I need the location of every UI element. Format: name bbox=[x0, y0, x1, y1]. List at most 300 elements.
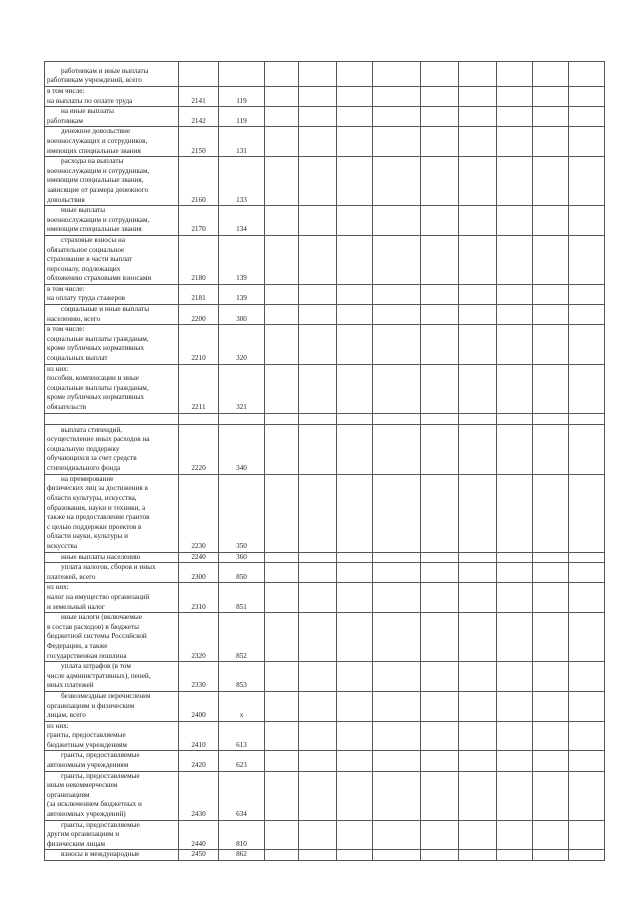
value-cell bbox=[265, 305, 299, 325]
row-code-cell: 2170 bbox=[179, 206, 219, 236]
value-cell bbox=[497, 127, 533, 157]
row-name-line: в состав расходов) в бюджеты bbox=[47, 622, 139, 631]
row-name-cell bbox=[45, 157, 179, 206]
value-cell bbox=[299, 850, 337, 861]
table-row bbox=[45, 552, 605, 563]
table-row bbox=[45, 563, 605, 583]
value-cell bbox=[337, 662, 373, 692]
row-name-line: иных платежей bbox=[47, 681, 94, 690]
table-row bbox=[45, 583, 605, 613]
row-code-cell: 2300 bbox=[179, 563, 219, 583]
value-cell bbox=[265, 850, 299, 861]
table-row bbox=[45, 662, 605, 692]
value-cell bbox=[459, 850, 497, 861]
value-cell bbox=[373, 563, 421, 583]
value-cell bbox=[533, 107, 569, 127]
value-cell bbox=[497, 413, 533, 424]
value-cell bbox=[459, 325, 497, 364]
value-cell bbox=[421, 613, 459, 662]
table-row bbox=[45, 850, 605, 861]
value-cell bbox=[497, 691, 533, 721]
value-cell bbox=[265, 284, 299, 304]
row-kosgu-cell: 350 bbox=[219, 474, 265, 552]
table-row bbox=[45, 474, 605, 552]
value-cell bbox=[459, 474, 497, 552]
row-name-line: стипендиального фонда bbox=[47, 464, 121, 472]
value-cell bbox=[265, 552, 299, 563]
row-name-cell bbox=[45, 284, 179, 304]
row-name-line: физическим лицам bbox=[47, 839, 106, 848]
value-cell bbox=[373, 325, 421, 364]
row-name-line: социальную поддержку bbox=[47, 444, 120, 453]
value-cell bbox=[337, 305, 373, 325]
row-name-line: довольствия bbox=[47, 195, 85, 204]
row-code-cell: 2430 bbox=[179, 771, 219, 820]
value-cell bbox=[299, 206, 337, 236]
value-cell bbox=[373, 751, 421, 771]
row-name-line: обложению страховыми взносами bbox=[47, 274, 152, 283]
value-cell bbox=[569, 474, 605, 552]
table-row bbox=[45, 413, 605, 424]
row-name-line: страховые взносы на bbox=[61, 235, 126, 244]
row-name-cell bbox=[45, 305, 179, 325]
value-cell bbox=[373, 127, 421, 157]
value-cell bbox=[299, 820, 337, 850]
value-cell bbox=[373, 820, 421, 850]
value-cell bbox=[421, 721, 459, 751]
value-cell bbox=[569, 721, 605, 751]
row-name-cell bbox=[45, 552, 179, 563]
row-name-line: другим организациям и bbox=[47, 830, 120, 839]
row-name-cell bbox=[45, 563, 179, 583]
value-cell bbox=[459, 424, 497, 474]
value-cell bbox=[497, 235, 533, 284]
value-cell bbox=[265, 771, 299, 820]
value-cell bbox=[373, 613, 421, 662]
value-cell bbox=[533, 820, 569, 850]
value-cell bbox=[299, 235, 337, 284]
row-name-line: искусства bbox=[47, 542, 78, 550]
row-name-line: обязательное социальное bbox=[47, 245, 125, 254]
value-cell bbox=[299, 691, 337, 721]
value-cell bbox=[497, 284, 533, 304]
value-cell bbox=[533, 424, 569, 474]
value-cell bbox=[337, 413, 373, 424]
row-name-line: на иные выплаты bbox=[61, 107, 114, 116]
row-code-cell: 2400 bbox=[179, 691, 219, 721]
row-name-line: в том числе: bbox=[47, 325, 85, 334]
row-name-line: из них: bbox=[47, 721, 69, 730]
value-cell bbox=[459, 62, 497, 87]
value-cell bbox=[337, 751, 373, 771]
value-cell bbox=[373, 413, 421, 424]
row-kosgu-cell: 634 bbox=[219, 771, 265, 820]
value-cell bbox=[373, 157, 421, 206]
row-name-line: работникам учреждений, всего bbox=[47, 76, 142, 85]
value-cell bbox=[459, 413, 497, 424]
value-cell bbox=[337, 850, 373, 861]
value-cell bbox=[265, 820, 299, 850]
value-cell bbox=[497, 87, 533, 107]
row-name-cell bbox=[45, 107, 179, 127]
value-cell bbox=[299, 662, 337, 692]
value-cell bbox=[569, 413, 605, 424]
table-row bbox=[45, 364, 605, 413]
value-cell bbox=[337, 552, 373, 563]
value-cell bbox=[569, 107, 605, 127]
value-cell bbox=[421, 325, 459, 364]
value-cell bbox=[497, 563, 533, 583]
value-cell bbox=[265, 474, 299, 552]
value-cell bbox=[373, 583, 421, 613]
row-kosgu-cell: 320 bbox=[219, 325, 265, 364]
value-cell bbox=[373, 662, 421, 692]
row-name-line: Федерации, а также bbox=[47, 641, 108, 650]
table-row bbox=[45, 771, 605, 820]
value-cell bbox=[373, 771, 421, 820]
row-name-line: в том числе: bbox=[47, 87, 85, 95]
row-kosgu-cell: 139 bbox=[219, 235, 265, 284]
table-row bbox=[45, 206, 605, 236]
table-row bbox=[45, 62, 605, 87]
value-cell bbox=[533, 563, 569, 583]
row-name-line: работникам и иные выплаты bbox=[61, 66, 149, 75]
row-name-cell bbox=[45, 771, 179, 820]
value-cell bbox=[533, 850, 569, 861]
row-name-line: имеющим специальные звания bbox=[47, 225, 142, 234]
value-cell bbox=[265, 424, 299, 474]
row-code-cell: 2310 bbox=[179, 583, 219, 613]
table-row bbox=[45, 157, 605, 206]
value-cell bbox=[497, 424, 533, 474]
value-cell bbox=[533, 62, 569, 87]
value-cell bbox=[421, 284, 459, 304]
value-cell bbox=[569, 552, 605, 563]
value-cell bbox=[373, 107, 421, 127]
value-cell bbox=[373, 850, 421, 861]
row-name-line: на премирование bbox=[61, 474, 114, 483]
row-name-line: страхование в части выплат bbox=[47, 255, 133, 264]
row-name-line: пособия, компенсации и иные bbox=[47, 374, 139, 383]
row-name-line: бюджетным учреждениям bbox=[47, 740, 127, 749]
value-cell bbox=[373, 235, 421, 284]
row-name-line: из них: bbox=[47, 583, 69, 592]
row-name-line: иным некоммерческим bbox=[47, 781, 118, 790]
row-name-cell bbox=[45, 474, 179, 552]
value-cell bbox=[497, 613, 533, 662]
row-name-line: (за исключением бюджетных и bbox=[47, 800, 142, 809]
value-cell bbox=[459, 552, 497, 563]
row-kosgu-cell: 850 bbox=[219, 563, 265, 583]
value-cell bbox=[533, 474, 569, 552]
value-cell bbox=[421, 235, 459, 284]
value-cell bbox=[459, 157, 497, 206]
row-name-line: на выплаты по оплате труда bbox=[47, 96, 133, 105]
value-cell bbox=[373, 474, 421, 552]
value-cell bbox=[337, 107, 373, 127]
table-row bbox=[45, 751, 605, 771]
value-cell bbox=[497, 325, 533, 364]
row-name-line: и земельный налог bbox=[47, 602, 105, 611]
value-cell bbox=[337, 206, 373, 236]
value-cell bbox=[421, 305, 459, 325]
row-name-line: из них: bbox=[47, 364, 69, 373]
value-cell bbox=[265, 721, 299, 751]
row-name-line: налог на имущество организаций bbox=[47, 592, 150, 601]
value-cell bbox=[421, 424, 459, 474]
row-name-cell bbox=[45, 127, 179, 157]
row-kosgu-cell: 810 bbox=[219, 820, 265, 850]
value-cell bbox=[569, 157, 605, 206]
row-kosgu-cell: 134 bbox=[219, 206, 265, 236]
value-cell bbox=[421, 157, 459, 206]
row-code-cell: 2220 bbox=[179, 424, 219, 474]
row-code-cell: 2211 bbox=[179, 364, 219, 413]
row-code-cell: 2142 bbox=[179, 107, 219, 127]
row-name-line: выплата стипендий, bbox=[61, 425, 123, 434]
table-row bbox=[45, 107, 605, 127]
value-cell bbox=[337, 721, 373, 751]
row-name-cell bbox=[45, 662, 179, 692]
row-name-line: кроме публичных нормативных bbox=[47, 344, 145, 353]
row-code-cell: 2440 bbox=[179, 820, 219, 850]
value-cell bbox=[569, 235, 605, 284]
row-name-line: гранты, предоставляемые bbox=[47, 731, 126, 740]
value-cell bbox=[533, 305, 569, 325]
value-cell bbox=[459, 364, 497, 413]
table-row bbox=[45, 87, 605, 107]
row-code-cell bbox=[179, 413, 219, 424]
row-code-cell: 2181 bbox=[179, 284, 219, 304]
value-cell bbox=[459, 751, 497, 771]
row-kosgu-cell: 340 bbox=[219, 424, 265, 474]
table-row bbox=[45, 691, 605, 721]
value-cell bbox=[533, 691, 569, 721]
value-cell bbox=[299, 474, 337, 552]
row-name-line: также на предоставление грантов bbox=[47, 513, 150, 522]
row-name-cell bbox=[45, 583, 179, 613]
value-cell bbox=[337, 364, 373, 413]
value-cell bbox=[337, 771, 373, 820]
value-cell bbox=[497, 662, 533, 692]
value-cell bbox=[299, 721, 337, 751]
value-cell bbox=[421, 87, 459, 107]
value-cell bbox=[337, 474, 373, 552]
value-cell bbox=[299, 552, 337, 563]
value-cell bbox=[265, 751, 299, 771]
row-name-cell bbox=[45, 206, 179, 236]
value-cell bbox=[421, 563, 459, 583]
value-cell bbox=[497, 206, 533, 236]
row-code-cell: 2420 bbox=[179, 751, 219, 771]
value-cell bbox=[373, 364, 421, 413]
value-cell bbox=[299, 305, 337, 325]
value-cell bbox=[265, 87, 299, 107]
value-cell bbox=[299, 413, 337, 424]
row-name-cell bbox=[45, 235, 179, 284]
row-name-line: автономных учреждений) bbox=[47, 810, 126, 819]
value-cell bbox=[299, 107, 337, 127]
row-name-cell bbox=[45, 613, 179, 662]
value-cell bbox=[497, 751, 533, 771]
row-name-line: на оплату труда стажеров bbox=[47, 294, 126, 303]
value-cell bbox=[497, 157, 533, 206]
value-cell bbox=[497, 474, 533, 552]
row-name-cell bbox=[45, 691, 179, 721]
value-cell bbox=[337, 424, 373, 474]
row-name-line: иные выплаты населению bbox=[61, 552, 141, 561]
value-cell bbox=[337, 613, 373, 662]
value-cell bbox=[337, 87, 373, 107]
value-cell bbox=[421, 751, 459, 771]
value-cell bbox=[265, 127, 299, 157]
value-cell bbox=[569, 691, 605, 721]
row-name-line: имеющим специальные звания, bbox=[47, 176, 144, 185]
value-cell bbox=[373, 62, 421, 87]
budget-expenses-table bbox=[44, 61, 605, 861]
value-cell bbox=[459, 771, 497, 820]
row-code-cell bbox=[179, 62, 219, 87]
value-cell bbox=[533, 413, 569, 424]
value-cell bbox=[421, 771, 459, 820]
row-name-line: числе административных), пеней, bbox=[47, 671, 151, 680]
value-cell bbox=[459, 284, 497, 304]
table-row bbox=[45, 820, 605, 850]
value-cell bbox=[299, 284, 337, 304]
row-name-line: социальные выплаты гражданам, bbox=[47, 383, 149, 392]
value-cell bbox=[533, 206, 569, 236]
value-cell bbox=[497, 552, 533, 563]
value-cell bbox=[569, 62, 605, 87]
row-name-cell bbox=[45, 721, 179, 751]
row-name-line: социальных выплат bbox=[47, 354, 108, 363]
row-code-cell: 2210 bbox=[179, 325, 219, 364]
value-cell bbox=[421, 62, 459, 87]
value-cell bbox=[299, 583, 337, 613]
row-name-cell bbox=[45, 364, 179, 413]
value-cell bbox=[569, 850, 605, 861]
row-name-cell bbox=[45, 424, 179, 474]
table-row bbox=[45, 424, 605, 474]
value-cell bbox=[373, 305, 421, 325]
row-kosgu-cell: 613 bbox=[219, 721, 265, 751]
row-name-line: социальные и иные выплаты bbox=[61, 305, 150, 314]
value-cell bbox=[373, 691, 421, 721]
row-name-line: расходы на выплаты bbox=[61, 157, 124, 166]
row-name-line: безвозмездные перечисления bbox=[61, 691, 151, 700]
row-code-cell: 2230 bbox=[179, 474, 219, 552]
value-cell bbox=[569, 325, 605, 364]
value-cell bbox=[533, 157, 569, 206]
row-name-line: иные налоги (включаемые bbox=[61, 613, 142, 622]
value-cell bbox=[265, 107, 299, 127]
row-name-cell bbox=[45, 413, 179, 424]
row-name-line: физических лиц за достижения в bbox=[47, 484, 148, 493]
value-cell bbox=[533, 284, 569, 304]
row-kosgu-cell: x bbox=[219, 691, 265, 721]
value-cell bbox=[337, 691, 373, 721]
value-cell bbox=[265, 62, 299, 87]
value-cell bbox=[459, 305, 497, 325]
value-cell bbox=[421, 691, 459, 721]
row-name-line: с целью поддержки проектов в bbox=[47, 522, 142, 531]
value-cell bbox=[299, 613, 337, 662]
row-name-line: образования, науки и техники, а bbox=[47, 503, 146, 512]
value-cell bbox=[373, 721, 421, 751]
row-code-cell: 2160 bbox=[179, 157, 219, 206]
value-cell bbox=[533, 662, 569, 692]
value-cell bbox=[337, 127, 373, 157]
value-cell bbox=[569, 820, 605, 850]
row-code-cell: 2150 bbox=[179, 127, 219, 157]
value-cell bbox=[299, 751, 337, 771]
row-name-line: военнослужащих и сотрудников, bbox=[47, 136, 148, 145]
row-kosgu-cell: 862 bbox=[219, 850, 265, 861]
value-cell bbox=[373, 87, 421, 107]
value-cell bbox=[497, 820, 533, 850]
value-cell bbox=[459, 820, 497, 850]
value-cell bbox=[421, 583, 459, 613]
row-kosgu-cell: 119 bbox=[219, 107, 265, 127]
value-cell bbox=[337, 583, 373, 613]
value-cell bbox=[459, 206, 497, 236]
row-code-cell: 2450 bbox=[179, 850, 219, 861]
value-cell bbox=[299, 424, 337, 474]
value-cell bbox=[373, 424, 421, 474]
row-name-line: платежей, всего bbox=[47, 572, 96, 581]
value-cell bbox=[337, 563, 373, 583]
value-cell bbox=[265, 325, 299, 364]
row-name-line: военнослужащим и сотрудникам, bbox=[47, 166, 150, 175]
row-kosgu-cell bbox=[219, 62, 265, 87]
value-cell bbox=[265, 413, 299, 424]
value-cell bbox=[421, 206, 459, 236]
value-cell bbox=[497, 364, 533, 413]
value-cell bbox=[337, 820, 373, 850]
row-name-line: организациям bbox=[47, 790, 90, 799]
value-cell bbox=[421, 413, 459, 424]
value-cell bbox=[421, 820, 459, 850]
row-name-line: в том числе: bbox=[47, 284, 85, 293]
value-cell bbox=[421, 107, 459, 127]
value-cell bbox=[459, 127, 497, 157]
table-row bbox=[45, 284, 605, 304]
value-cell bbox=[497, 107, 533, 127]
row-kosgu-cell: 321 bbox=[219, 364, 265, 413]
value-cell bbox=[265, 364, 299, 413]
row-kosgu-cell: 119 bbox=[219, 87, 265, 107]
value-cell bbox=[497, 62, 533, 87]
row-code-cell: 2240 bbox=[179, 552, 219, 563]
table-row bbox=[45, 325, 605, 364]
row-kosgu-cell: 131 bbox=[219, 127, 265, 157]
value-cell bbox=[373, 552, 421, 563]
value-cell bbox=[533, 613, 569, 662]
value-cell bbox=[299, 325, 337, 364]
value-cell bbox=[421, 662, 459, 692]
value-cell bbox=[265, 662, 299, 692]
value-cell bbox=[569, 662, 605, 692]
value-cell bbox=[497, 305, 533, 325]
value-cell bbox=[299, 771, 337, 820]
value-cell bbox=[421, 127, 459, 157]
value-cell bbox=[299, 127, 337, 157]
row-name-line: иные выплаты bbox=[61, 206, 106, 215]
value-cell bbox=[299, 62, 337, 87]
value-cell bbox=[497, 771, 533, 820]
row-code-cell: 2320 bbox=[179, 613, 219, 662]
value-cell bbox=[569, 771, 605, 820]
